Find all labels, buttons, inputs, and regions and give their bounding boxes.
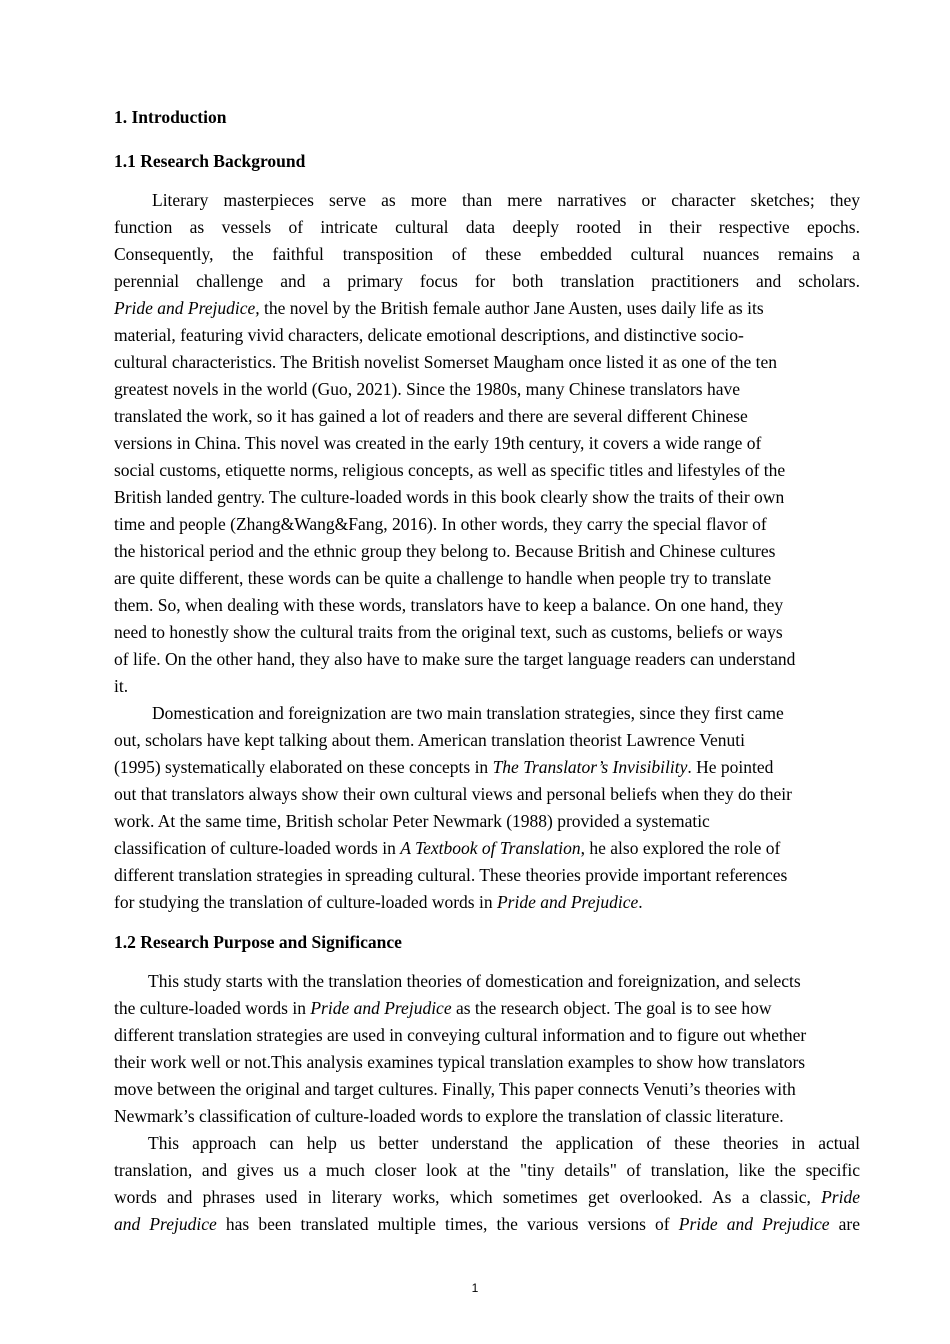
subsection-heading-research-background: 1.1 Research Background (114, 151, 306, 171)
book-title: and Prejudice (114, 1214, 217, 1234)
text-line (114, 889, 860, 916)
book-title: Pride (821, 1187, 860, 1207)
text-line: translation, and gives us a much closer look at the "tiny details" of translation, like the specific (114, 1160, 860, 1180)
text-line (114, 835, 860, 862)
text-line: cultural characteristics. The British novelist Somerset Maugham once listed it as one of the ten (114, 352, 778, 372)
text-line: greatest novels in the world (Guo, 2021). Since the 1980s, many Chinese translators have (114, 379, 740, 399)
text-line: versions in China. This novel was created in the early 19th century, it covers a wide range of (114, 433, 762, 453)
text-line: move between the original and target cultures. Finally, This paper connects Venuti’s theories with (114, 1079, 796, 1099)
text-span: , he also explored the role of (580, 838, 781, 858)
text-line (114, 1211, 860, 1238)
text-line: function as vessels of intricate cultural data deeply rooted in their respective epochs. (114, 217, 860, 237)
text-line: Consequently, the faithful transposition of these embedded cultural nuances remains a (114, 244, 860, 264)
text-span: the novel by the British female author Jane Austen, uses daily life as its (259, 298, 764, 318)
page-number: 1 (471, 1281, 479, 1295)
text-line (114, 1184, 860, 1211)
book-title: Pride and Prejudice (678, 1214, 830, 1234)
paragraph-purpose-1 (114, 968, 860, 1130)
text-span: words and phrases used in literary works, which sometimes get overlooked. As a classic, (114, 1187, 822, 1207)
text-line: their work well or not.This analysis examines typical translation examples to show how translators (114, 1052, 806, 1072)
paragraph-purpose-2 (114, 1130, 860, 1238)
text-line: them. So, when dealing with these words, translators have to keep a balance. On one hand, they (114, 595, 784, 615)
text-line: translated the work, so it has gained a lot of readers and there are several different Chinese (114, 406, 748, 426)
text-line (114, 995, 860, 1022)
text-line: are quite different, these words can be quite a challenge to handle when people try to translate (114, 568, 772, 588)
text-line: the historical period and the ethnic group they belong to. Because British and Chinese cultures (114, 541, 776, 561)
text-span: . He pointed (687, 757, 774, 777)
text-line: social customs, etiquette norms, religious concepts, as well as specific titles and lifestyles of the (114, 460, 786, 480)
text-line: work. At the same time, British scholar Peter Newmark (1988) provided a systematic (114, 811, 710, 831)
text-line: out, scholars have kept talking about them. American translation theorist Lawrence Venuti (114, 730, 745, 750)
text-span: the culture-loaded words in (114, 998, 311, 1018)
text-line: different translation strategies are used in conveying cultural information and to figure out whether (114, 1025, 807, 1045)
text-line: This study starts with the translation theories of domestication and foreignization, and selects (148, 971, 801, 991)
text-line (114, 295, 860, 322)
paragraph-background-1 (114, 187, 860, 700)
text-line: different translation strategies in spreading cultural. These theories provide important references (114, 865, 788, 885)
subsection-heading-research-purpose: 1.2 Research Purpose and Significance (114, 932, 402, 952)
text-span: for studying the translation of culture-loaded words in (114, 892, 497, 912)
book-title: Pride and Prejudice, (114, 298, 260, 318)
book-title: Pride and Prejudice (496, 892, 639, 912)
text-line: out that translators always show their own cultural views and personal beliefs when they do their (114, 784, 792, 804)
text-line: material, featuring vivid characters, delicate emotional descriptions, and distinctive socio- (114, 325, 744, 345)
text-span: as the research object. The goal is to see how (451, 998, 772, 1018)
text-span: are (829, 1214, 860, 1234)
text-line: time and people (Zhang&Wang&Fang, 2016). In other words, they carry the special flavor of (114, 514, 767, 534)
text-line: perennial challenge and a primary focus for both translation practitioners and scholars. (114, 271, 860, 291)
book-title: A Textbook of Translation (400, 838, 581, 858)
page-content (114, 104, 860, 1238)
text-span: . (638, 892, 643, 912)
text-span: has been translated multiple times, the various versions of (216, 1214, 679, 1234)
text-line: Literary masterpieces serve as more than mere narratives or character sketches; they (152, 190, 860, 210)
text-line: need to honestly show the cultural traits from the original text, such as customs, beliefs or ways (114, 622, 783, 642)
text-line: Newmark’s classification of culture-loaded words to explore the translation of classic literature. (114, 1106, 784, 1126)
text-line (114, 754, 860, 781)
text-line: it. (114, 676, 129, 696)
text-line: This approach can help us better understand the application of these theories in actual (148, 1133, 860, 1153)
section-heading-introduction: 1. Introduction (114, 107, 227, 127)
book-title: The Translator’s Invisibility (492, 757, 688, 777)
text-line: British landed gentry. The culture-loaded words in this book clearly show the traits of their own (114, 487, 785, 507)
paragraph-background-2 (114, 700, 860, 916)
text-line: Domestication and foreignization are two main translation strategies, since they first came (152, 703, 784, 723)
text-line: of life. On the other hand, they also have to make sure the target language readers can understand (114, 649, 796, 669)
text-span: (1995) systematically elaborated on these concepts in (114, 757, 493, 777)
text-span: classification of culture-loaded words in (114, 838, 401, 858)
book-title: Pride and Prejudice (310, 998, 452, 1018)
